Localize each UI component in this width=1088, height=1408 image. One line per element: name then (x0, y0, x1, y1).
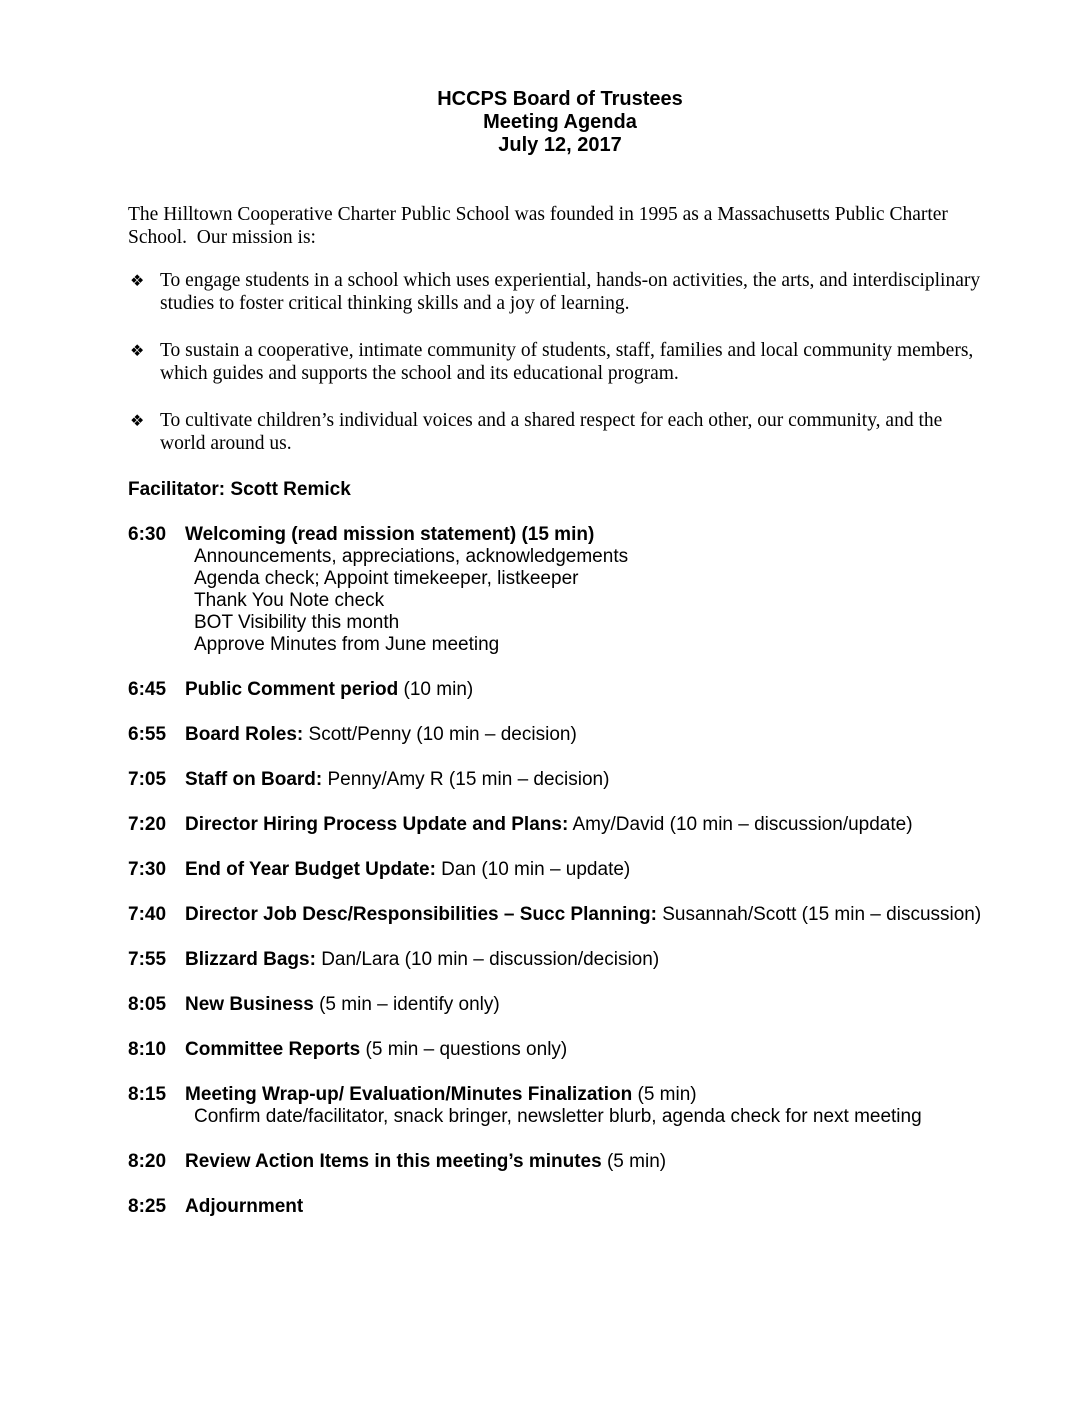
agenda-detail: (5 min – questions only) (360, 1038, 568, 1060)
agenda-time: 7:05 (128, 768, 167, 790)
agenda-time: 8:05 (128, 993, 167, 1015)
agenda-time: 6:30 (128, 523, 167, 545)
mission-bullet (128, 269, 992, 315)
agenda-sub-item: Approve Minutes from June meeting (194, 633, 500, 655)
agenda-time: 8:20 (128, 1150, 167, 1172)
agenda-detail: Amy/David (10 min – discussion/update) (568, 813, 913, 835)
agenda-time: 7:55 (128, 948, 167, 970)
agenda-time: 7:40 (128, 903, 167, 925)
diamond-bullet-icon: ❖ (130, 340, 145, 360)
agenda-title: Public Comment period (185, 678, 399, 700)
agenda-title: New Business (185, 993, 314, 1015)
mission-bullet-list (128, 269, 992, 455)
title-line-org: HCCPS Board of Trustees (437, 88, 683, 110)
agenda-detail: Penny/Amy R (15 min – decision) (322, 768, 610, 790)
diamond-bullet-icon: ❖ (130, 410, 145, 430)
agenda-sub-item: Confirm date/facilitator, snack bringer, newsletter blurb, agenda check for next meeting (194, 1105, 922, 1127)
agenda-title: Director Hiring Process Update and Plans: (185, 813, 569, 835)
agenda-line (128, 679, 992, 701)
agenda-line (128, 904, 992, 926)
facilitator-line: Facilitator: Scott Remick (128, 478, 351, 500)
agenda-line (128, 524, 992, 546)
agenda-time: 6:45 (128, 678, 167, 700)
agenda-time: 8:15 (128, 1083, 167, 1105)
mission-bullet-text: To sustain a cooperative, intimate community of students, staff, families and local community members, which guides and supports the school and its educational program. (160, 339, 974, 384)
agenda-detail: (5 min) (632, 1083, 697, 1105)
agenda-time: 7:30 (128, 858, 167, 880)
agenda-item-new-business (128, 994, 992, 1016)
document-title (128, 88, 992, 157)
agenda-time: 8:10 (128, 1038, 167, 1060)
agenda-item-director-job-desc (128, 904, 992, 926)
agenda-title: Blizzard Bags: (185, 948, 316, 970)
agenda-time: 8:25 (128, 1195, 167, 1217)
agenda-sub-item: BOT Visibility this month (194, 611, 400, 633)
agenda-detail: Susannah/Scott (15 min – discussion) (656, 903, 982, 925)
agenda-line (128, 949, 992, 971)
agenda-title: Director Job Desc/Responsibilities – Succ Planning: (185, 903, 657, 925)
title-line-date: July 12, 2017 (498, 134, 622, 156)
agenda-item-adjournment (128, 1196, 992, 1218)
agenda-line (128, 1151, 992, 1173)
agenda-detail: Dan/Lara (10 min – discussion/decision) (315, 948, 660, 970)
agenda-item-committee-reports (128, 1039, 992, 1061)
title-line-type: Meeting Agenda (483, 111, 637, 133)
agenda-line (128, 1084, 992, 1106)
agenda-line (128, 1196, 992, 1218)
agenda-detail: Scott/Penny (10 min – decision) (303, 723, 577, 745)
agenda-title: Welcoming (read mission statement) (15 min) (185, 523, 595, 545)
agenda-detail: (5 min) (601, 1150, 667, 1172)
mission-bullet-text: To engage students in a school which uses experiential, hands-on activities, the arts, and interdisciplinary studies to foster critical thinking skills and a joy of learning. (160, 269, 981, 314)
intro-paragraph: The Hilltown Cooperative Charter Public School was founded in 1995 as a Massachusetts Public Charter School. Our mission is: (128, 204, 953, 248)
agenda-time: 7:20 (128, 813, 167, 835)
agenda-sub-item: Agenda check; Appoint timekeeper, listkeeper (194, 567, 579, 589)
agenda-title: Board Roles: (185, 723, 304, 745)
agenda-sub-item: Announcements, appreciations, acknowledgements (194, 545, 629, 567)
agenda-item-review-action-items (128, 1151, 992, 1173)
mission-bullet (128, 409, 992, 455)
agenda-line (128, 859, 992, 881)
agenda-item-budget-update (128, 859, 992, 881)
agenda-item-welcoming (128, 524, 992, 656)
agenda-title: Adjournment (185, 1195, 304, 1217)
agenda-line (128, 769, 992, 791)
agenda-title: Review Action Items in this meeting’s minutes (185, 1150, 602, 1172)
agenda-line (128, 994, 992, 1016)
agenda-detail: (10 min) (398, 678, 474, 700)
agenda-item-blizzard-bags (128, 949, 992, 971)
agenda-item-director-hiring (128, 814, 992, 836)
mission-bullet-text: To cultivate children’s individual voices and a shared respect for each other, our community, and the world around us. (160, 409, 943, 454)
agenda-line (128, 814, 992, 836)
agenda-item-staff-on-board (128, 769, 992, 791)
agenda-sub-item: Thank You Note check (194, 589, 385, 611)
agenda-line (128, 1039, 992, 1061)
agenda-detail: (5 min – identify only) (313, 993, 500, 1015)
agenda-title: Staff on Board: (185, 768, 323, 790)
agenda-title: Committee Reports (185, 1038, 361, 1060)
agenda-item-wrap-up (128, 1084, 992, 1128)
agenda-item-public-comment (128, 679, 992, 701)
agenda-title: End of Year Budget Update: (185, 858, 436, 880)
agenda-item-board-roles (128, 724, 992, 746)
agenda-title: Meeting Wrap-up/ Evaluation/Minutes Finalization (185, 1083, 633, 1105)
mission-bullet (128, 339, 992, 385)
agenda-time: 6:55 (128, 723, 167, 745)
agenda-line (128, 724, 992, 746)
agenda-detail: Dan (10 min – update) (435, 858, 631, 880)
diamond-bullet-icon: ❖ (130, 270, 145, 290)
